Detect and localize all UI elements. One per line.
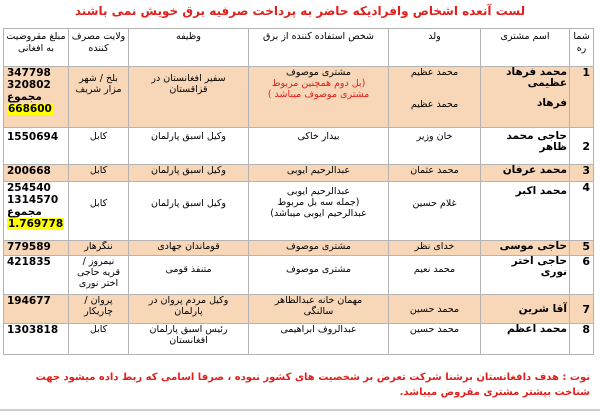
amount-cell xyxy=(4,182,69,241)
amount-total: 668600 xyxy=(8,103,52,115)
table-row xyxy=(4,165,594,182)
amount-cell: 1303818 xyxy=(4,324,69,355)
user-note-line: عبدالرحیم ایوبی میباشد) xyxy=(270,208,367,219)
amount-cell: 200668 xyxy=(4,165,69,182)
subscriber-line: محمد اکبر xyxy=(515,185,567,197)
debtors-table xyxy=(3,28,594,355)
father-cell: خان وزیر xyxy=(389,128,481,165)
header-father: ولد xyxy=(389,29,481,67)
table-row xyxy=(4,182,594,241)
province-line: پروان / xyxy=(84,295,113,306)
user-cell: مشتری موصوف xyxy=(249,241,389,256)
user-cell xyxy=(249,295,389,324)
position-line: قزاقستان xyxy=(169,84,208,95)
header-subscriber: اسم مشتری xyxy=(481,29,570,67)
subscriber-line: فرهاد xyxy=(536,97,567,109)
header-no: شما ره xyxy=(570,29,594,67)
province-line: اختر نوری xyxy=(78,278,119,289)
position-line: سفیر افغانستان در xyxy=(151,73,226,84)
position-cell: وکیل اسبق پارلمان xyxy=(129,128,249,165)
position-cell xyxy=(129,256,249,295)
father-cell xyxy=(389,67,481,128)
position-cell xyxy=(129,295,249,324)
page-title: لست آنعده اشخاص وافرادیکه حاضر به پرداخت صرفیه برق خویش نمی باشند xyxy=(74,4,526,18)
subscriber-cell xyxy=(481,67,570,128)
user-line: عبدالرحیم ایوبی xyxy=(286,186,351,197)
province-cell xyxy=(69,256,129,295)
user-line: مهمان خانه عبدالظاهر xyxy=(274,295,363,306)
subscriber-line: حاجی اختر xyxy=(511,255,567,267)
province-cell: ننگرهار xyxy=(69,241,129,256)
row-number: 8 xyxy=(570,324,594,355)
subscriber-line: ظاهر xyxy=(539,141,567,153)
province-cell: کابل xyxy=(69,324,129,355)
amount-line: 320802 xyxy=(7,79,51,91)
header-province: ولایت مصرف کننده xyxy=(69,29,129,67)
province-line: کابل xyxy=(89,198,108,209)
user-line: مشتری موصوف xyxy=(286,264,351,275)
amount-cell: 194677 xyxy=(4,295,69,324)
subscriber-cell: آقا شرین xyxy=(481,295,570,324)
province-line: نیمروز / xyxy=(82,256,115,267)
subscriber-cell xyxy=(481,182,570,241)
amount-cell: 421835 xyxy=(4,256,69,295)
province-spacer xyxy=(71,182,126,198)
province-cell xyxy=(69,182,129,241)
amount-total-label: مجموع xyxy=(7,206,42,218)
user-spacer xyxy=(251,256,386,264)
amount-cell: 1550694 xyxy=(4,128,69,165)
subscriber-cell: محمد عرفان xyxy=(481,165,570,182)
province-cell xyxy=(69,67,129,128)
user-note-line: (بل دوم همچنین مربوط xyxy=(271,78,366,89)
table-header-row xyxy=(4,29,594,67)
position-line: متنفذ قومی xyxy=(165,264,212,275)
father-line: غلام حسین xyxy=(412,198,457,209)
position-cell xyxy=(129,182,249,241)
father-line: محمد نعیم xyxy=(413,264,456,275)
father-line: محمد عظیم xyxy=(410,67,459,78)
amount-cell: 779589 xyxy=(4,241,69,256)
user-line: سالنگی xyxy=(303,306,334,317)
position-line: افغانستان xyxy=(169,335,208,346)
position-cell: قوماندان جهادی xyxy=(129,241,249,256)
position-line: رئیس اسبق پارلمان xyxy=(149,324,228,335)
subscriber-line: عظیمی xyxy=(527,77,567,89)
father-cell: خدای نظر xyxy=(389,241,481,256)
user-cell xyxy=(249,67,389,128)
table-row xyxy=(4,324,594,355)
father-cell: محمد عثمان xyxy=(389,165,481,182)
subscriber-cell xyxy=(481,256,570,295)
subscriber-cell xyxy=(481,128,570,165)
position-cell xyxy=(129,324,249,355)
amount-line: 1314570 xyxy=(7,194,59,206)
user-cell xyxy=(249,256,389,295)
province-line: چاریکار xyxy=(84,306,113,317)
father-line: محمد عظیم xyxy=(410,99,459,110)
province-line: قریه حاجی xyxy=(76,267,121,278)
subscriber-line: محمد فرهاد xyxy=(506,66,567,78)
table-row xyxy=(4,241,594,256)
user-cell: بیدار خاکی xyxy=(249,128,389,165)
user-cell: عبدالرحیم ایوبی xyxy=(249,165,389,182)
amount-total: 1.769778 xyxy=(8,218,64,230)
father-cell xyxy=(389,256,481,295)
amount-total-label: مجموع xyxy=(7,91,42,103)
position-spacer xyxy=(131,256,246,264)
position-line: وکیل اسبق پارلمان xyxy=(151,198,226,209)
table-row xyxy=(4,295,594,324)
header-user: شخص استفاده کننده از برق xyxy=(249,29,389,67)
header-amount: مبلغ مقروضیت به افغانی xyxy=(4,29,69,67)
row-number: 5 xyxy=(570,241,594,256)
row-number: 7 xyxy=(570,295,594,324)
amount-line: 347798 xyxy=(7,67,51,79)
father-cell xyxy=(389,182,481,241)
province-cell: کابل xyxy=(69,165,129,182)
province-line: مزار شریف xyxy=(75,84,122,95)
province-line: بلخ / شهر xyxy=(79,73,118,84)
province-cell: کابل xyxy=(69,128,129,165)
row-number: 2 xyxy=(570,128,594,165)
user-cell: عبدالروف ابراهیمی xyxy=(249,324,389,355)
header-position: وظیفه xyxy=(129,29,249,67)
bottom-divider xyxy=(0,409,600,411)
subscriber-line: نوری xyxy=(540,266,567,278)
father-spacer xyxy=(391,256,478,264)
row-number: 6 xyxy=(570,256,594,295)
father-cell: محمد حسین xyxy=(389,324,481,355)
position-cell xyxy=(129,67,249,128)
footnote: نوت : هدف دافغانستان برشنا شرکت تعرض بر شخصیت های کشور نبوده ، صرفا اسامی که ربط داده میشود جهت شناخت بیشتر مشتری مقروض میباشد. xyxy=(35,372,590,398)
father-cell: محمد حسین xyxy=(389,295,481,324)
table-row xyxy=(4,67,594,128)
user-note-line: (جمله سه بل مربوط xyxy=(277,197,360,208)
table-row xyxy=(4,128,594,165)
user-note-line: مشتری موصوف میباشد ) xyxy=(267,89,370,100)
row-number: 3 xyxy=(570,165,594,182)
row-number: 1 xyxy=(570,67,594,128)
table-row xyxy=(4,256,594,295)
user-line: مشتری موصوف xyxy=(286,67,351,78)
position-cell: وکیل اسبق پارلمان xyxy=(129,165,249,182)
position-line: وکیل مردم پروان در xyxy=(148,295,229,306)
subscriber-line: حاجی محمد xyxy=(506,130,567,142)
amount-line: 254540 xyxy=(7,182,51,194)
position-line: پارلمان xyxy=(174,306,203,317)
position-spacer xyxy=(131,182,246,198)
father-spacer xyxy=(391,182,478,198)
province-cell xyxy=(69,295,129,324)
father-spacer xyxy=(391,78,478,99)
amount-cell xyxy=(4,67,69,128)
subscriber-cell: حاجی موسی xyxy=(481,241,570,256)
subscriber-cell: محمد اعظم xyxy=(481,324,570,355)
row-number: 4 xyxy=(570,182,594,241)
user-cell xyxy=(249,182,389,241)
